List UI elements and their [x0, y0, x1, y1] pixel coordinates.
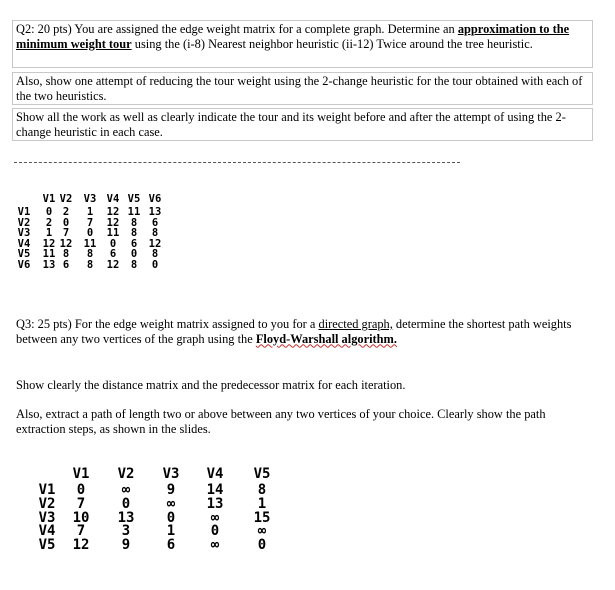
row-label: V3 [38, 509, 56, 526]
matrix-cell: 13 [206, 495, 224, 512]
row-label: V3 [17, 227, 31, 240]
column-header: V4 [206, 466, 224, 482]
q3-intro-b: determine the shortest path weights between any two vertices of the graph using the [16, 317, 572, 346]
matrix-cell: 7 [76, 495, 86, 512]
q2-paragraph-3: Show all the work as well as clearly indicate the tour and its weight before and after the attempt of using the 2-change heuristic in each case. [12, 108, 593, 141]
matrix-cell: 2 [62, 206, 70, 218]
matrix-cell: 7 [62, 227, 70, 240]
matrix-cell: 0 [210, 523, 220, 540]
column-header: V6 [148, 193, 162, 205]
q3-paragraph-3: Also, extract a path of length two or above between any two vertices of your choice. Clearly show the path extraction steps, as shown in the slides. [16, 407, 546, 436]
matrix-cell: 8 [130, 227, 138, 240]
matrix-cell: 0 [76, 482, 86, 498]
matrix-cell: 0 [130, 248, 138, 261]
q2-bold-phrase: approximation to the minimum weight tour [16, 22, 570, 51]
column-header: V4 [106, 193, 120, 205]
q2-line-rest: using the (i-8) Nearest neighbor heuristic (ii-12) Twice around the tree heuristic. [134, 36, 533, 51]
matrix-cell: 1 [45, 227, 53, 240]
row-label: V2 [17, 216, 31, 229]
matrix-cell: 9 [121, 537, 131, 554]
matrix-cell: 12 [106, 259, 120, 271]
matrix-cell: 12 [42, 237, 56, 250]
matrix-cell: 1 [166, 523, 176, 540]
matrix-cell: 15 [253, 509, 271, 526]
matrix-cell: 11 [42, 248, 56, 261]
matrix-cell: 8 [62, 248, 70, 261]
column-header: V3 [83, 193, 97, 205]
matrix-cell: 14 [206, 482, 224, 498]
matrix-cell: 6 [130, 237, 138, 250]
column-header: V1 [72, 466, 90, 482]
q3-intro-a: Q3: 25 pts) For the edge weight matrix assigned to you for a [16, 317, 316, 331]
column-header: V5 [127, 193, 141, 205]
column-header: V3 [162, 466, 180, 482]
column-header: V2 [59, 193, 73, 205]
row-label: V4 [17, 237, 31, 250]
matrix-cell: 0 [45, 206, 53, 218]
dashed-divider [14, 162, 460, 163]
matrix-cell: ∞ [257, 523, 267, 540]
row-label: V5 [38, 537, 56, 554]
column-header: V2 [117, 466, 135, 482]
matrix-cell: ∞ [166, 495, 176, 512]
matrix-cell: 11 [83, 237, 97, 250]
row-label: V6 [17, 259, 31, 271]
matrix-cell: 8 [151, 248, 159, 261]
q3-statement [16, 317, 586, 346]
matrix-cell: 3 [121, 523, 131, 540]
matrix-cell: 8 [86, 259, 94, 271]
column-header: V1 [42, 193, 56, 205]
matrix-cell: 0 [109, 237, 117, 250]
q2-paragraph-2: Also, show one attempt of reducing the tour weight using the 2-change heuristic for the tour obtained with each of the two heuristics. [12, 72, 593, 105]
matrix-cell: 0 [257, 537, 267, 554]
matrix-cell: 1 [257, 495, 267, 512]
matrix-cell: 6 [151, 216, 159, 229]
matrix-cell: 12 [148, 237, 162, 250]
matrix-cell: 11 [106, 227, 120, 240]
matrix-cell: 0 [166, 509, 176, 526]
matrix-cell: 6 [109, 248, 117, 261]
q3-paragraph-2: Show clearly the distance matrix and the predecessor matrix for each iteration. [16, 378, 406, 392]
matrix-cell: 0 [62, 216, 70, 229]
matrix-cell: ∞ [210, 537, 220, 554]
matrix-cell: 0 [121, 495, 131, 512]
matrix-cell: 0 [151, 259, 159, 271]
matrix-cell: 7 [76, 523, 86, 540]
row-label: V4 [38, 523, 56, 540]
matrix-cell: 12 [72, 537, 90, 554]
matrix-cell: 8 [257, 482, 267, 498]
matrix-cell: 8 [130, 259, 138, 271]
row-label: V1 [38, 482, 56, 498]
matrix-cell: 8 [151, 227, 159, 240]
matrix-cell: 8 [86, 248, 94, 261]
matrix-cell: 2 [45, 216, 53, 229]
matrix-cell: 6 [62, 259, 70, 271]
column-header: V5 [253, 466, 271, 482]
matrix-cell: 6 [166, 537, 176, 554]
row-label: V1 [17, 206, 31, 218]
q3-directed-graph: directed graph, [318, 317, 393, 331]
matrix-cell: 10 [72, 509, 90, 526]
matrix-cell: 12 [59, 237, 73, 250]
matrix-cell: 0 [86, 227, 94, 240]
matrix-cell: 13 [117, 509, 135, 526]
matrix-cell: 12 [106, 206, 120, 218]
matrix-cell: 11 [127, 206, 141, 218]
matrix-cell: 1 [86, 206, 94, 218]
matrix-cell: 13 [148, 206, 162, 218]
q2-statement [12, 20, 593, 68]
q3-floyd-warshall: Floyd-Warshall algorithm. [255, 331, 397, 346]
matrix-cell: ∞ [121, 482, 131, 498]
matrix-cell: 13 [42, 259, 56, 271]
row-label: V2 [38, 495, 56, 512]
matrix-cell: 8 [130, 216, 138, 229]
matrix-cell: ∞ [210, 509, 220, 526]
row-label: V5 [17, 248, 31, 261]
q2-line1: Q2: 20 pts) You are assigned the edge weight matrix for a complete graph. Determine an [16, 22, 455, 36]
matrix-cell: 9 [166, 482, 176, 498]
matrix-cell: 7 [86, 216, 94, 229]
matrix-cell: 12 [106, 216, 120, 229]
